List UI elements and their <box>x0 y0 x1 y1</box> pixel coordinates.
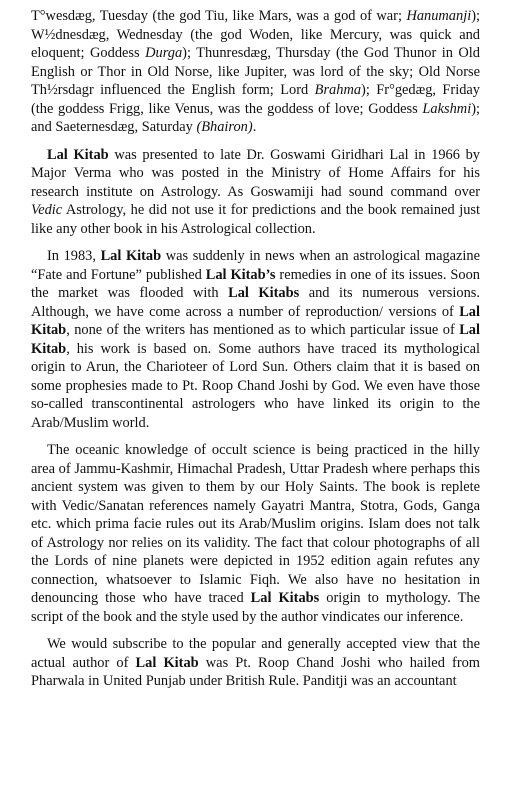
paragraph-weekday-origins: T°wesdæg, Tuesday (the god Tiu, like Mars, was a god of war; Hanumanji); W½dnesdæg, Wednesday (the god Woden, like Mercury, was quick and eloquent; Goddess Durga); Thunresdæg, Thursday (the God Thunor in Old English or Thor in Old Norse, like Jupiter, was lord of the sky; Old Norse Th½rsdagr influenced the English form; Lord Brahma); Fr°gedæg, Friday (the goddess Frigg, like Venus, was the goddess of love; Goddess Lakshmi); and Saeternesdæg, Saturday (Bhairon). <box>31 8 481 135</box>
paragraph-presentation-1966: Lal Kitab was presented to late Dr. Goswami Giridhari Lal in 1966 by Major Verma who was posted in the Ministry of Home Affairs for his research institute on Astrology. As Goswamiji had sound command over Vedic Astrology, he did not use it for predictions and the book remained just like any other book in his Astrological collection. <box>31 146 480 237</box>
document-page <box>31 7 480 691</box>
paragraph-news-1983: In 1983, Lal Kitab was suddenly in news when an astrological magazine “Fate and Fortune” published Lal Kitab’s remedies in one of its issues. Soon the market was flooded with Lal Kitabs and its numerous versions. Although, we have come across a number of reproduction/ versions of Lal Kitab, none of the writers has mentioned as to which particular issue of Lal Kitab, his work is based on. Some authors have traced its mythological origin to Arun, the Charioteer of Lord Sun. Others claim that it is based on some prophesies made to Pt. Roop Chand Joshi by God. We even have those so-called transcontinental astrologers who have linked its origin to the Arab/Muslim world. <box>31 248 481 431</box>
paragraph-oceanic-knowledge: The oceanic knowledge of occult science is being practiced in the hilly area of Jammu-Kashmir, Himachal Pradesh, Uttar Pradesh where perhaps this ancient system was given to them by our Holy Saints. The book is replete with Vedic/Sanatan references namely Gayatri Mantra, Stotra, Gods, Ganga etc. which prima facie rules out its Arab/Muslim origins. Islam does not talk of Astrology nor relies on its validity. The fact that colour photographs of all the Lords of nine planets were depicted in 1952 edition again refutes any connection, whatsoever to Islamic Fiqh. We also have no hesitation in denouncing those who have traced Lal Kitabs origin to mythology. The script of the book and the style used by the author vindicates our inference. <box>31 442 480 625</box>
paragraph-actual-author: We would subscribe to the popular and generally accepted view that the actual author of Lal Kitab was Pt. Roop Chand Joshi who hailed from Pharwala in United Punjab under British Rule. Panditji was an accountant <box>31 636 481 689</box>
